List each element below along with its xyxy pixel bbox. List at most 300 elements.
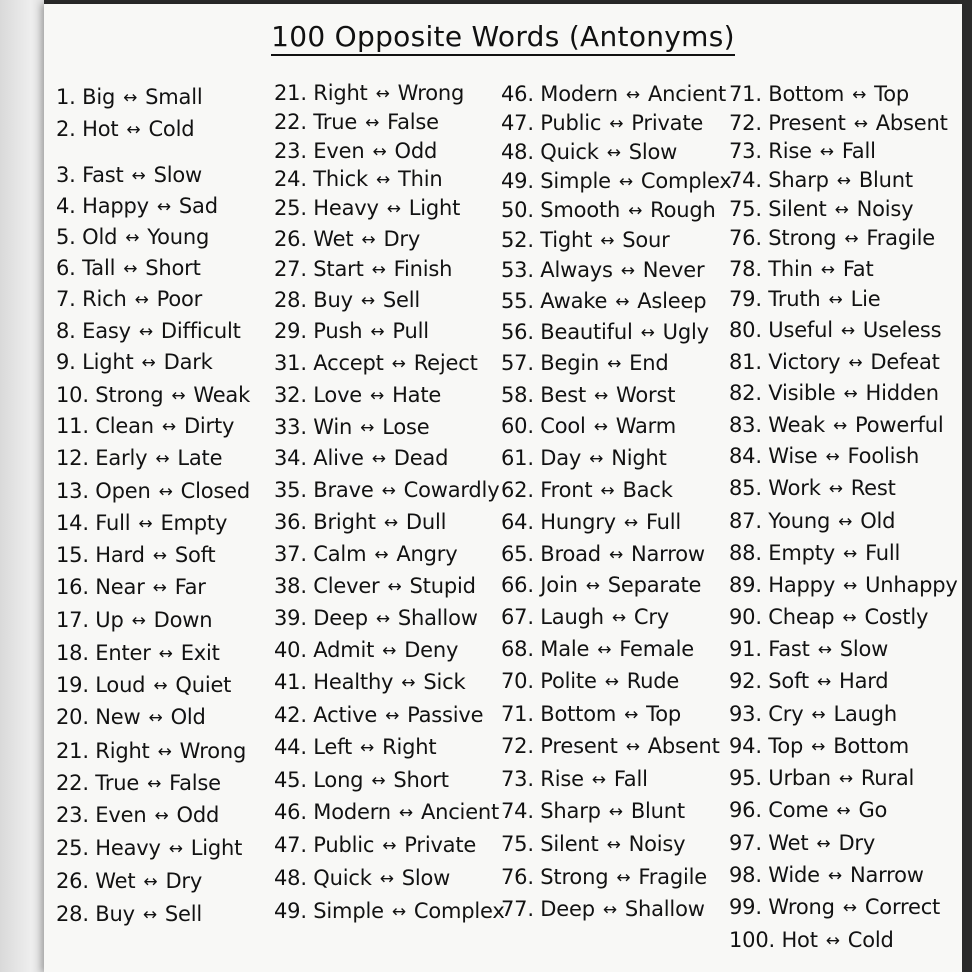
word: Open	[95, 479, 151, 503]
word: Thin	[768, 257, 813, 281]
opposite-word: Back	[622, 478, 673, 502]
item-number: 45.	[274, 768, 307, 792]
antonym-pair	[729, 256, 873, 283]
opposite-word: Laugh	[833, 702, 897, 726]
item-number: 22.	[56, 771, 89, 795]
opposite-word: Passive	[407, 703, 484, 727]
antonym-pair	[56, 640, 220, 667]
item-number: 99.	[729, 895, 762, 919]
word: Bright	[313, 510, 376, 534]
double-arrow-icon: ↔	[371, 260, 386, 280]
double-arrow-icon: ↔	[158, 644, 173, 664]
antonym-pair	[56, 286, 202, 313]
item-number: 17.	[56, 608, 89, 632]
opposite-word: Sell	[164, 902, 203, 926]
item-number: 9.	[56, 350, 76, 374]
word: Alive	[313, 446, 364, 470]
word: Front	[540, 478, 593, 502]
antonym-pair	[729, 894, 940, 921]
opposite-word: Dark	[163, 350, 213, 374]
antonym-pair	[501, 257, 704, 284]
opposite-word: Far	[174, 575, 206, 599]
item-number: 75.	[729, 197, 762, 221]
item-number: 72.	[501, 734, 534, 758]
antonym-pair	[501, 110, 703, 137]
double-arrow-icon: ↔	[640, 323, 655, 343]
item-number: 50.	[501, 198, 534, 222]
double-arrow-icon: ↔	[171, 386, 186, 406]
double-arrow-icon: ↔	[843, 576, 858, 596]
item-number: 20.	[56, 705, 89, 729]
item-number: 11.	[56, 414, 89, 438]
opposite-word: Lie	[850, 287, 881, 311]
double-arrow-icon: ↔	[382, 641, 397, 661]
word: Sharp	[540, 799, 601, 823]
antonym-pair	[274, 669, 465, 696]
item-number: 77.	[501, 897, 534, 921]
opposite-word: Asleep	[637, 289, 707, 313]
antonym-pair	[501, 319, 709, 346]
word: Begin	[540, 351, 600, 375]
double-arrow-icon: ↔	[834, 200, 849, 220]
antonym-pair	[274, 702, 483, 729]
double-arrow-icon: ↔	[843, 544, 858, 564]
antonym-pair	[729, 380, 939, 407]
item-number: 41.	[274, 670, 307, 694]
item-number: 72.	[729, 111, 762, 135]
item-number: 100.	[729, 928, 775, 952]
antonym-pair	[729, 110, 948, 137]
double-arrow-icon: ↔	[148, 708, 163, 728]
antonym-pair	[729, 443, 919, 470]
item-number: 14.	[56, 511, 89, 535]
item-number: 94.	[729, 734, 762, 758]
opposite-word: Full	[645, 510, 682, 534]
double-arrow-icon: ↔	[604, 672, 619, 692]
item-number: 79.	[729, 287, 762, 311]
opposite-word: Worst	[616, 383, 676, 407]
opposite-word: Rude	[626, 669, 680, 693]
opposite-word: Dry	[165, 869, 203, 893]
double-arrow-icon: ↔	[379, 869, 394, 889]
double-arrow-icon: ↔	[138, 322, 153, 342]
word: Clever	[313, 574, 380, 598]
word: Strong	[95, 383, 164, 407]
antonym-pair	[274, 477, 499, 504]
double-arrow-icon: ↔	[361, 230, 376, 250]
double-arrow-icon: ↔	[609, 114, 624, 134]
word: Tight	[540, 228, 593, 252]
word: Push	[313, 319, 363, 343]
opposite-word: Female	[619, 637, 695, 661]
opposite-word: Short	[145, 256, 201, 280]
item-number: 24.	[274, 167, 307, 191]
word: Always	[540, 258, 613, 282]
word: Fast	[82, 163, 124, 187]
antonym-pair	[274, 734, 436, 761]
antonym-pair	[729, 81, 909, 108]
item-number: 64.	[501, 510, 534, 534]
antonym-pair	[56, 116, 194, 143]
double-arrow-icon: ↔	[618, 172, 633, 192]
word: Silent	[540, 832, 599, 856]
item-number: 23.	[56, 803, 89, 827]
item-number: 53.	[501, 258, 534, 282]
double-arrow-icon: ↔	[375, 84, 390, 104]
antonym-pair	[274, 256, 452, 283]
notebook-page	[44, 4, 962, 972]
opposite-word: Light	[190, 836, 243, 860]
word: Right	[95, 739, 150, 763]
page-title	[44, 20, 962, 53]
item-number: 98.	[729, 863, 762, 887]
opposite-word: Reject	[413, 351, 478, 375]
double-arrow-icon: ↔	[370, 322, 385, 342]
word: Silent	[768, 197, 827, 221]
antonym-pair	[501, 831, 685, 858]
antonym-pair	[501, 139, 677, 166]
opposite-word: Closed	[180, 479, 250, 503]
opposite-word: Narrow	[630, 542, 705, 566]
opposite-word: Young	[147, 225, 210, 249]
double-arrow-icon: ↔	[608, 802, 623, 822]
word: Bottom	[768, 82, 845, 106]
opposite-word: Odd	[176, 803, 220, 827]
item-number: 84.	[729, 444, 762, 468]
double-arrow-icon: ↔	[360, 291, 375, 311]
word: Useful	[768, 318, 833, 342]
word: Clean	[95, 414, 154, 438]
word: Simple	[540, 169, 611, 193]
opposite-word: Ancient	[647, 82, 727, 106]
double-arrow-icon: ↔	[817, 640, 832, 660]
word: Rise	[768, 139, 812, 163]
opposite-word: Small	[145, 85, 203, 109]
double-arrow-icon: ↔	[375, 609, 390, 629]
opposite-word: Absent	[875, 111, 948, 135]
word: Buy	[95, 902, 135, 926]
double-arrow-icon: ↔	[625, 85, 640, 105]
double-arrow-icon: ↔	[623, 513, 638, 533]
opposite-word: Wrong	[179, 739, 247, 763]
word: Rise	[540, 767, 584, 791]
antonym-pair	[729, 412, 943, 439]
opposite-word: Noisy	[628, 832, 686, 856]
antonym-pair	[729, 830, 875, 857]
antonym-pair	[56, 84, 202, 111]
item-number: 76.	[729, 226, 762, 250]
opposite-word: Soft	[174, 543, 216, 567]
item-number: 46.	[501, 82, 534, 106]
opposite-word: Stupid	[409, 574, 476, 598]
double-arrow-icon: ↔	[848, 353, 863, 373]
item-number: 60.	[501, 414, 534, 438]
item-number: 25.	[56, 836, 89, 860]
double-arrow-icon: ↔	[154, 806, 169, 826]
antonym-pair	[729, 862, 924, 889]
opposite-word: Difficult	[160, 319, 241, 343]
item-number: 93.	[729, 702, 762, 726]
word: Even	[313, 139, 365, 163]
opposite-word: Odd	[394, 139, 438, 163]
double-arrow-icon: ↔	[606, 835, 621, 855]
double-arrow-icon: ↔	[852, 85, 867, 105]
double-arrow-icon: ↔	[391, 354, 406, 374]
word: Day	[540, 446, 582, 470]
double-arrow-icon: ↔	[401, 673, 416, 693]
word: Big	[82, 85, 116, 109]
antonym-pair	[501, 766, 648, 793]
item-number: 13.	[56, 479, 89, 503]
double-arrow-icon: ↔	[608, 545, 623, 565]
item-number: 27.	[274, 257, 307, 281]
opposite-word: Complex	[413, 899, 505, 923]
double-arrow-icon: ↔	[825, 931, 840, 951]
word: True	[313, 110, 358, 134]
item-number: 1.	[56, 85, 76, 109]
antonym-pair	[274, 541, 457, 568]
opposite-word: Dull	[405, 510, 447, 534]
double-arrow-icon: ↔	[607, 354, 622, 374]
word: Public	[313, 833, 375, 857]
opposite-word: Unhappy	[865, 573, 958, 597]
antonym-pair	[729, 317, 941, 344]
word: Laugh	[540, 605, 604, 629]
antonym-pair	[729, 797, 887, 824]
word: New	[95, 705, 141, 729]
item-number: 96.	[729, 798, 762, 822]
opposite-word: Deny	[404, 638, 459, 662]
opposite-word: Old	[860, 509, 896, 533]
double-arrow-icon: ↔	[819, 142, 834, 162]
antonym-pair	[274, 509, 446, 536]
double-arrow-icon: ↔	[628, 201, 643, 221]
opposite-word: Wrong	[397, 81, 465, 105]
item-number: 33.	[274, 415, 307, 439]
word: Light	[82, 350, 134, 374]
opposite-word: Private	[404, 833, 477, 857]
item-number: 74.	[729, 168, 762, 192]
word: Wrong	[768, 895, 835, 919]
antonym-pair	[274, 637, 458, 664]
opposite-word: Finish	[393, 257, 453, 281]
item-number: 26.	[56, 869, 89, 893]
antonym-pair	[56, 574, 206, 601]
item-number: 21.	[274, 81, 307, 105]
antonym-pair	[274, 109, 439, 136]
opposite-word: Absent	[647, 734, 720, 758]
word: Modern	[540, 82, 618, 106]
antonym-pair	[729, 225, 935, 252]
double-arrow-icon: ↔	[625, 737, 640, 757]
antonym-pair	[56, 445, 222, 472]
opposite-word: Dead	[393, 446, 449, 470]
double-arrow-icon: ↔	[594, 386, 609, 406]
item-number: 47.	[274, 833, 307, 857]
double-arrow-icon: ↔	[593, 417, 608, 437]
double-arrow-icon: ↔	[143, 872, 158, 892]
word: Present	[540, 734, 618, 758]
item-number: 78.	[729, 257, 762, 281]
opposite-word: Cold	[847, 928, 894, 952]
item-number: 58.	[501, 383, 534, 407]
opposite-word: Late	[177, 446, 223, 470]
double-arrow-icon: ↔	[840, 321, 855, 341]
antonym-pair	[56, 542, 215, 569]
double-arrow-icon: ↔	[827, 866, 842, 886]
opposite-word: Fragile	[866, 226, 935, 250]
double-arrow-icon: ↔	[360, 738, 375, 758]
opposite-word: Separate	[607, 573, 702, 597]
item-number: 3.	[56, 163, 76, 187]
word: Weak	[768, 413, 825, 437]
item-number: 52.	[501, 228, 534, 252]
double-arrow-icon: ↔	[371, 449, 386, 469]
word: Simple	[313, 899, 384, 923]
double-arrow-icon: ↔	[602, 900, 617, 920]
word: Up	[95, 608, 124, 632]
item-number: 46.	[274, 800, 307, 824]
item-number: 8.	[56, 319, 76, 343]
antonym-pair	[274, 865, 450, 892]
item-number: 7.	[56, 287, 76, 311]
item-number: 40.	[274, 638, 307, 662]
item-number: 32.	[274, 383, 307, 407]
item-number: 73.	[729, 139, 762, 163]
double-arrow-icon: ↔	[820, 260, 835, 280]
word: Broad	[540, 542, 601, 566]
opposite-word: Fall	[841, 139, 876, 163]
item-number: 92.	[729, 669, 762, 693]
item-number: 97.	[729, 831, 762, 855]
item-number: 76.	[501, 865, 534, 889]
antonym-pair	[274, 350, 478, 377]
opposite-word: Useless	[862, 318, 942, 342]
double-arrow-icon: ↔	[616, 868, 631, 888]
word: Enter	[95, 641, 151, 665]
antonym-pair	[729, 636, 888, 663]
opposite-word: Slow	[401, 866, 451, 890]
word: Healthy	[313, 670, 394, 694]
opposite-word: Shallow	[397, 606, 478, 630]
antonym-pair	[274, 382, 441, 409]
antonym-pair	[56, 607, 212, 634]
double-arrow-icon: ↔	[131, 166, 146, 186]
opposite-word: Never	[642, 258, 705, 282]
double-arrow-icon: ↔	[381, 481, 396, 501]
double-arrow-icon: ↔	[600, 481, 615, 501]
antonym-pair	[274, 445, 448, 472]
opposite-word: Slow	[153, 163, 202, 187]
antonym-pair	[501, 168, 732, 195]
word: Fast	[768, 637, 810, 661]
antonym-pair	[501, 668, 679, 695]
opposite-word: Narrow	[849, 863, 924, 887]
double-arrow-icon: ↔	[155, 449, 170, 469]
word: Active	[313, 703, 378, 727]
double-arrow-icon: ↔	[370, 386, 385, 406]
opposite-word: Weak	[193, 383, 251, 407]
word: Start	[313, 257, 364, 281]
notebook-binding	[0, 0, 44, 972]
antonym-pair	[501, 733, 720, 760]
opposite-word: Sick	[423, 670, 466, 694]
double-arrow-icon: ↔	[398, 803, 413, 823]
double-arrow-icon: ↔	[142, 905, 157, 925]
word: Happy	[768, 573, 836, 597]
antonym-pair	[274, 767, 449, 794]
antonym-pair	[729, 765, 914, 792]
item-number: 22.	[274, 110, 307, 134]
item-number: 28.	[56, 902, 89, 926]
antonym-pair	[56, 193, 218, 220]
antonym-pair	[501, 382, 675, 409]
opposite-word: Hate	[392, 383, 442, 407]
word: Quick	[540, 140, 599, 164]
opposite-word: Fat	[842, 257, 874, 281]
item-number: 29.	[274, 319, 307, 343]
antonym-pair	[56, 770, 221, 797]
antonym-pair	[274, 226, 420, 253]
item-number: 80.	[729, 318, 762, 342]
opposite-word: Sour	[622, 228, 670, 252]
opposite-word: Rural	[860, 766, 915, 790]
word: Work	[768, 476, 821, 500]
word: Wise	[768, 444, 818, 468]
item-number: 55.	[501, 289, 534, 313]
double-arrow-icon: ↔	[611, 608, 626, 628]
word: Tall	[82, 256, 116, 280]
word: Top	[768, 734, 804, 758]
double-arrow-icon: ↔	[828, 479, 843, 499]
item-number: 75.	[501, 832, 534, 856]
word: Victory	[768, 350, 841, 374]
antonym-pair	[729, 668, 888, 695]
antonym-pair	[501, 541, 705, 568]
word: Strong	[540, 865, 609, 889]
double-arrow-icon: ↔	[591, 770, 606, 790]
double-arrow-icon: ↔	[585, 576, 600, 596]
opposite-word: Warm	[615, 414, 676, 438]
double-arrow-icon: ↔	[843, 384, 858, 404]
opposite-word: Foolish	[847, 444, 920, 468]
double-arrow-icon: ↔	[589, 449, 604, 469]
item-number: 85.	[729, 476, 762, 500]
item-number: 42.	[274, 703, 307, 727]
double-arrow-icon: ↔	[836, 171, 851, 191]
item-number: 38.	[274, 574, 307, 598]
double-arrow-icon: ↔	[365, 113, 380, 133]
double-arrow-icon: ↔	[168, 839, 183, 859]
item-number: 71.	[729, 82, 762, 106]
antonym-pair	[56, 478, 250, 505]
word: Right	[313, 81, 368, 105]
double-arrow-icon: ↔	[134, 290, 149, 310]
antonym-pair	[501, 350, 668, 377]
word: Cry	[768, 702, 804, 726]
word: Near	[95, 575, 145, 599]
item-number: 91.	[729, 637, 762, 661]
double-arrow-icon: ↔	[836, 801, 851, 821]
opposite-word: Shallow	[624, 897, 705, 921]
item-number: 88.	[729, 541, 762, 565]
opposite-word: Sell	[382, 288, 421, 312]
word: Win	[313, 415, 353, 439]
opposite-word: Rest	[850, 476, 896, 500]
antonym-pair	[56, 349, 213, 376]
opposite-word: Old	[170, 705, 206, 729]
word: Public	[540, 111, 602, 135]
